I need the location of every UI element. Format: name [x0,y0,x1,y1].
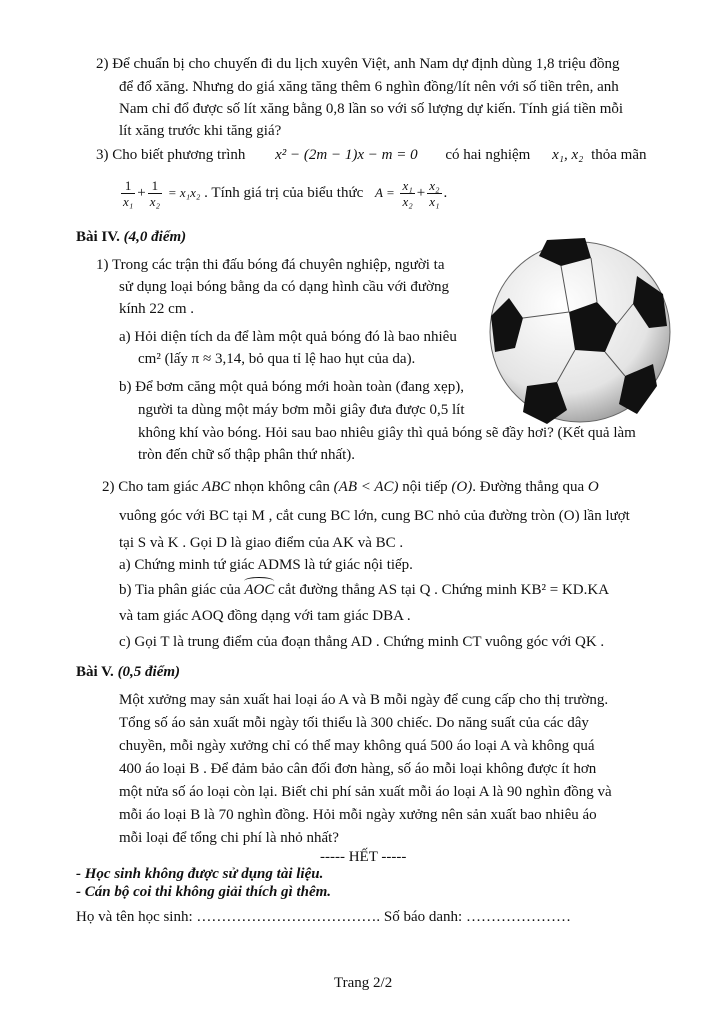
bai4-q2-line-2: vuông góc với BC tại M , cắt cung BC lớn, cung BC nhỏ của đường tròn (O) lần lượt [119,508,630,524]
bai3-q3-prefix: 3) Cho biết phương trình [96,147,246,163]
bai5-line-6: mỗi áo loại B là 70 nghìn đồng. Hỏi mỗi ngày xưởng nên sản xuất bao nhiêu áo [119,807,597,823]
bai4-q1b-line-3: không khí vào bóng. Hỏi sau bao nhiêu giây thì quả bóng sẽ đầy hơi? (Kết quả làm [138,425,636,441]
bai5-line-7: mỗi loại để tổng chi phí là nhỏ nhất? [119,830,339,846]
note-2: - Cán bộ coi thi không giải thích gì thêm. [76,884,332,900]
bai4-heading [76,227,186,247]
end-mark: ----- HẾT ----- [320,849,407,865]
bai3-q3-equation: x² − (2m − 1)x − m = 0 [275,147,418,163]
bai4-q2-l1f: (O) [451,479,473,495]
bai4-q1a-line-1: a) Hỏi diện tích da để làm một quả bóng đó là bao nhiêu [119,329,457,345]
bai4-q1-line-2: sử dụng loại bóng bằng da có dạng hình cầu với đường [119,279,449,295]
fraction-1-over-x2: $\frac{1}{\text{x₂}}$ [149,178,161,210]
bai4-q2-l1c: nhọn không cân [230,479,334,495]
bai4-q2-l1a: 2) Cho tam giác [102,479,202,495]
bai5-line-5: một nửa số áo loại còn lại. Biết chi phí sản xuất mỗi áo loại A là 90 nghìn đồng và [119,784,612,800]
bai4-q2b-line-2: và tam giác AOQ đồng dạng với tam giác DBA . [119,608,411,624]
student-info-line: Họ và tên học sinh: ………………………………. Số báo danh: ………………… [76,909,571,925]
bai4-q1a-line-2: cm² (lấy π ≈ 3,14, bỏ qua tỉ lệ hao hụt của da). [138,351,416,367]
fraction-x1-over-x2: $\frac{\text{x₁}}{\text{x₂}}$ [402,178,413,210]
bai3-q3-suffix: thỏa mãn [591,147,647,163]
bai4-q2c: c) Gọi T là trung điểm của đoạn thẳng AD . Chứng minh CT vuông góc với QK . [119,634,605,650]
bai3-q2-line-1: 2) Để chuẩn bị cho chuyến đi du lịch xuyên Việt, anh Nam dự định dùng 1,8 triệu đồng [96,56,620,72]
angle-arc-aoc: AOC [244,582,275,598]
bai3-q2-line-4: lít xăng trước khi tăng giá? [119,123,282,139]
bai3-q3-expr-lhs: A = [374,185,395,200]
bai4-q2-l1e: nội tiếp [398,479,452,495]
page-number: Trang 2/2 [334,975,393,991]
bai5-title: Bài V. [76,664,114,680]
bai4-title: Bài IV. [76,229,120,245]
bai4-q1b-line-4: tròn đến chữ số thập phân thứ nhất). [138,447,356,463]
bai4-q1b-line-2: người ta dùng một máy bơm mỗi giây đưa được 0,5 lít [138,402,465,418]
bai4-q2b-prefix: b) Tia phân giác của [119,582,245,598]
bai4-q2-l1d: (AB < AC) [333,479,399,495]
bai4-q2-l1h: O [587,479,599,495]
bai5-line-1: Một xưởng may sản xuất hai loại áo A và B mỗi ngày để cung cấp cho thị trường. [119,692,609,708]
bai3-q3-cond-rhs: = x₁x₂ [167,185,201,200]
bai3-q3-roots: x₁, x₂ [552,147,584,163]
bai5-line-4: 400 áo loại B . Để đảm bảo cân đối đơn hàng, số áo mỗi loại không được ít hơn [119,761,597,777]
bai5-points: (0,5 điểm) [117,664,181,680]
bai4-q2-line-3: tại S và K . Gọi D là giao điểm của AK và BC . [119,535,404,551]
bai5-line-3: chuyền, mỗi ngày xưởng chỉ có thể may không quá 500 áo loại A và không quá [119,738,595,754]
fraction-x2-over-x1: $\frac{\text{x₂}}{\text{x₁}}$ [429,178,440,210]
bai4-q1-line-1: 1) Trong các trận thi đấu bóng đá chuyên nghiệp, người ta [96,257,445,273]
bai3-q3-mid: có hai nghiệm [445,147,531,163]
bai4-q2b-rest: cắt đường thẳng AS tại Q . Chứng minh KB² = KD.KA [274,582,610,598]
soccer-ball-icon [487,236,673,428]
bai5-line-2: Tổng số áo sản xuất mỗi ngày tối thiểu là 300 chiếc. Do năng suất của các dây [119,715,589,731]
fraction-1-over-x1: $\frac{1}{\text{x₁}}$ [123,178,134,210]
bai3-q2-line-2: để đổ xăng. Nhưng do giá xăng tăng thêm 6 nghìn đồng/lít nên với số tiền trên, anh [119,79,619,95]
bai4-q2-l1g: . Đường thẳng qua [472,479,588,495]
note-1: - Học sinh không được sử dụng tài liệu. [76,866,324,882]
bai4-q1b-line-1: b) Để bơm căng một quả bóng mới hoàn toàn (đang xẹp), [119,379,464,395]
bai4-q2a: a) Chứng minh tứ giác ADMS là tứ giác nội tiếp. [119,557,413,573]
bai4-q1-line-3: kính 22 cm . [119,301,194,317]
bai4-points: (4,0 điểm) [123,229,187,245]
bai3-q3-text2: . Tính giá trị của biểu thức [204,185,364,201]
bai5-heading [76,662,180,682]
bai3-q2-line-3: Nam chỉ đổ được số lít xăng bằng 0,8 lần so với số lượng dự kiến. Tính giá tiền mỗi [119,101,624,117]
bai4-q2-l1b: ABC [201,479,231,495]
